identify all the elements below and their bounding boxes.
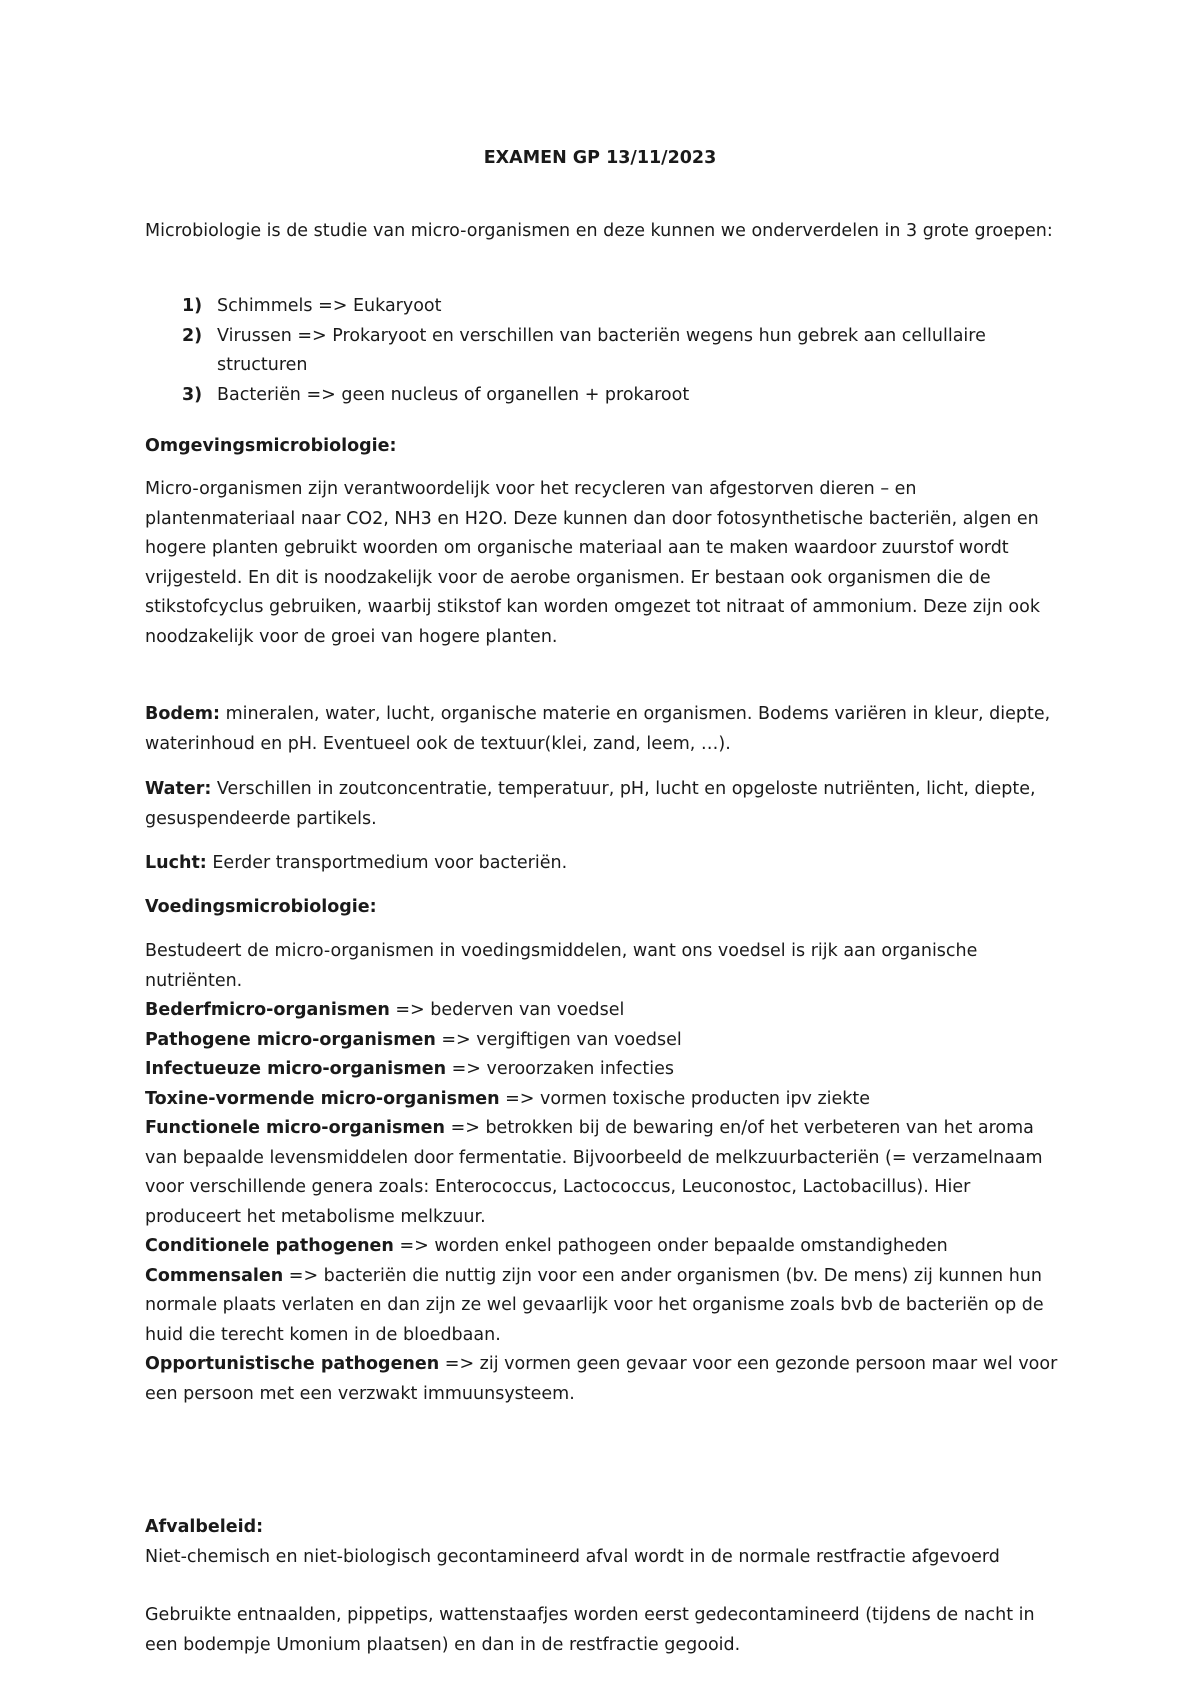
water-text: Verschillen in zoutconcentratie, temperatuur, pH, lucht en opgeloste nutriënten, licht, diepte, gesuspendeerde partikels.: [145, 779, 1036, 829]
lucht-paragraph: [145, 849, 1070, 879]
intro-paragraph: Microbiologie is de studie van micro-organismen en deze kunnen we onderverdelen in 3 grote groepen:: [145, 221, 1053, 241]
bodem-paragraph: [145, 700, 1070, 759]
definition-item: [145, 1085, 1070, 1115]
definition-text: => betrokken bij de bewaring en/of het verbeteren van het aroma van bepaalde levensmiddelen door fermentatie. Bijvoorbeeld de melkzuurbacteriën (= verzamelnaam voor verschillende genera zoals: Enterococcus, Lactococcus, Leuconostoc, Lactobacillus). Hier produceert het metabolisme melkzuur.: [145, 1118, 1043, 1227]
definition-item: [145, 1232, 1070, 1262]
voeding-heading-block: [145, 893, 1070, 923]
definition-text: => worden enkel pathogeen onder bepaalde omstandigheden: [393, 1236, 948, 1256]
definition-term: Commensalen: [145, 1265, 284, 1286]
document-title: EXAMEN GP 13/11/2023: [483, 148, 717, 168]
list-text: Schimmels => Eukaryoot: [217, 296, 442, 316]
definition-term: Bederfmicro-organismen: [145, 1000, 390, 1020]
intro-block: [145, 217, 1070, 247]
definition-term: Opportunistische pathogenen: [145, 1354, 440, 1374]
list-item: [145, 322, 1070, 381]
water-label: Water:: [145, 779, 212, 799]
definition-text: => bederven van voedsel: [389, 1000, 625, 1020]
list-item: [145, 292, 1070, 322]
lucht-block: [145, 849, 1070, 879]
groups-list-block: [145, 292, 1070, 410]
list-item: [145, 381, 1070, 411]
definition-text: => veroorzaken infecties: [446, 1059, 675, 1079]
definition-text: => vergiftigen van voedsel: [435, 1029, 682, 1050]
lucht-text: Eerder transportmedium voor bacteriën.: [206, 853, 568, 873]
bodem-block: [145, 700, 1070, 759]
afval-line-1: Niet-chemisch en niet-biologisch gecontamineerd afval wordt in de normale restfractie afgevoerd: [145, 1546, 1000, 1567]
water-paragraph: [145, 775, 1070, 834]
definition-term: Pathogene micro-organismen: [145, 1029, 436, 1050]
omgeving-block: [145, 475, 1070, 652]
definition-item: [145, 1350, 1070, 1409]
definition-item: [145, 1114, 1070, 1232]
afval-block-2: [145, 1601, 1070, 1660]
water-block: [145, 775, 1070, 834]
groups-list: [145, 292, 1070, 410]
list-number: 2): [182, 325, 203, 346]
definition-item: [145, 1026, 1070, 1056]
definition-term: Functionele micro-organismen: [145, 1118, 445, 1138]
definition-term: Toxine-vormende micro-organismen: [145, 1088, 500, 1109]
section-heading-omgeving: Omgevingsmicrobiologie:: [145, 436, 397, 456]
list-text: Bacteriën => geen nucleus of organellen + prokaroot: [217, 384, 690, 405]
definition-item: [145, 996, 1070, 1026]
afval-block: [145, 1513, 1070, 1572]
definition-item: [145, 1262, 1070, 1351]
section-heading-voeding: Voedingsmicrobiologie:: [145, 897, 377, 917]
definition-item: [145, 1055, 1070, 1085]
definition-text: => bacteriën die nuttig zijn voor een ander organismen (bv. De mens) zij kunnen hun normale plaats verlaten en dan zijn ze wel gevaarlijk voor het organisme zoals bvb de bacteriën op de huid die terecht komen in de bloedbaan.: [145, 1265, 1044, 1345]
list-number: 1): [182, 296, 203, 316]
section-heading-afval: Afvalbeleid:: [145, 1517, 264, 1537]
list-number: 3): [182, 384, 203, 405]
definition-text: => vormen toxische producten ipv ziekte: [499, 1088, 871, 1109]
voeding-intro: Bestudeert de micro-organismen in voedingsmiddelen, want ons voedsel is rijk aan organische nutriënten.: [145, 941, 978, 991]
afval-line-2: Gebruikte entnaalden, pippetips, wattenstaafjes worden eerst gedecontamineerd (tijdens de nacht in een bodempje Umonium plaatsen) en dan in de restfractie gegooid.: [145, 1605, 1035, 1655]
definition-term: Infectueuze micro-organismen: [145, 1059, 447, 1079]
lucht-label: Lucht:: [145, 853, 207, 873]
bodem-label: Bodem:: [145, 704, 220, 724]
omgeving-paragraph: Micro-organismen zijn verantwoordelijk voor het recycleren van afgestorven dieren – en plantenmateriaal naar CO2, NH3 en H2O. Deze kunnen dan door fotosynthetische bacteriën, algen en hogere planten gebruikt woorden om organische materiaal aan te maken waardoor zuurstof wordt vrijgesteld. En dit is noodzakelijk voor de aerobe organismen. Er bestaan ook organismen die de stikstofcyclus gebruiken, waarbij stikstof kan worden omgezet tot nitraat of ammonium. Deze zijn ook noodzakelijk voor de groei van hogere planten.: [145, 479, 1040, 647]
omgeving-heading-block: [145, 432, 1070, 462]
voeding-block: [145, 937, 1070, 1409]
bodem-text: mineralen, water, lucht, organische materie en organismen. Bodems variëren in kleur, diepte, waterinhoud en pH. Eventueel ook de textuur(klei, zand, leem, …).: [145, 704, 1051, 754]
definition-term: Conditionele pathogenen: [145, 1236, 394, 1256]
list-text: Virussen => Prokaryoot en verschillen van bacteriën wegens hun gebrek aan cellullaire structuren: [217, 325, 986, 375]
definition-text: => zij vormen geen gevaar voor een gezonde persoon maar wel voor een persoon met een verzwakt immuunsysteem.: [145, 1354, 1058, 1404]
